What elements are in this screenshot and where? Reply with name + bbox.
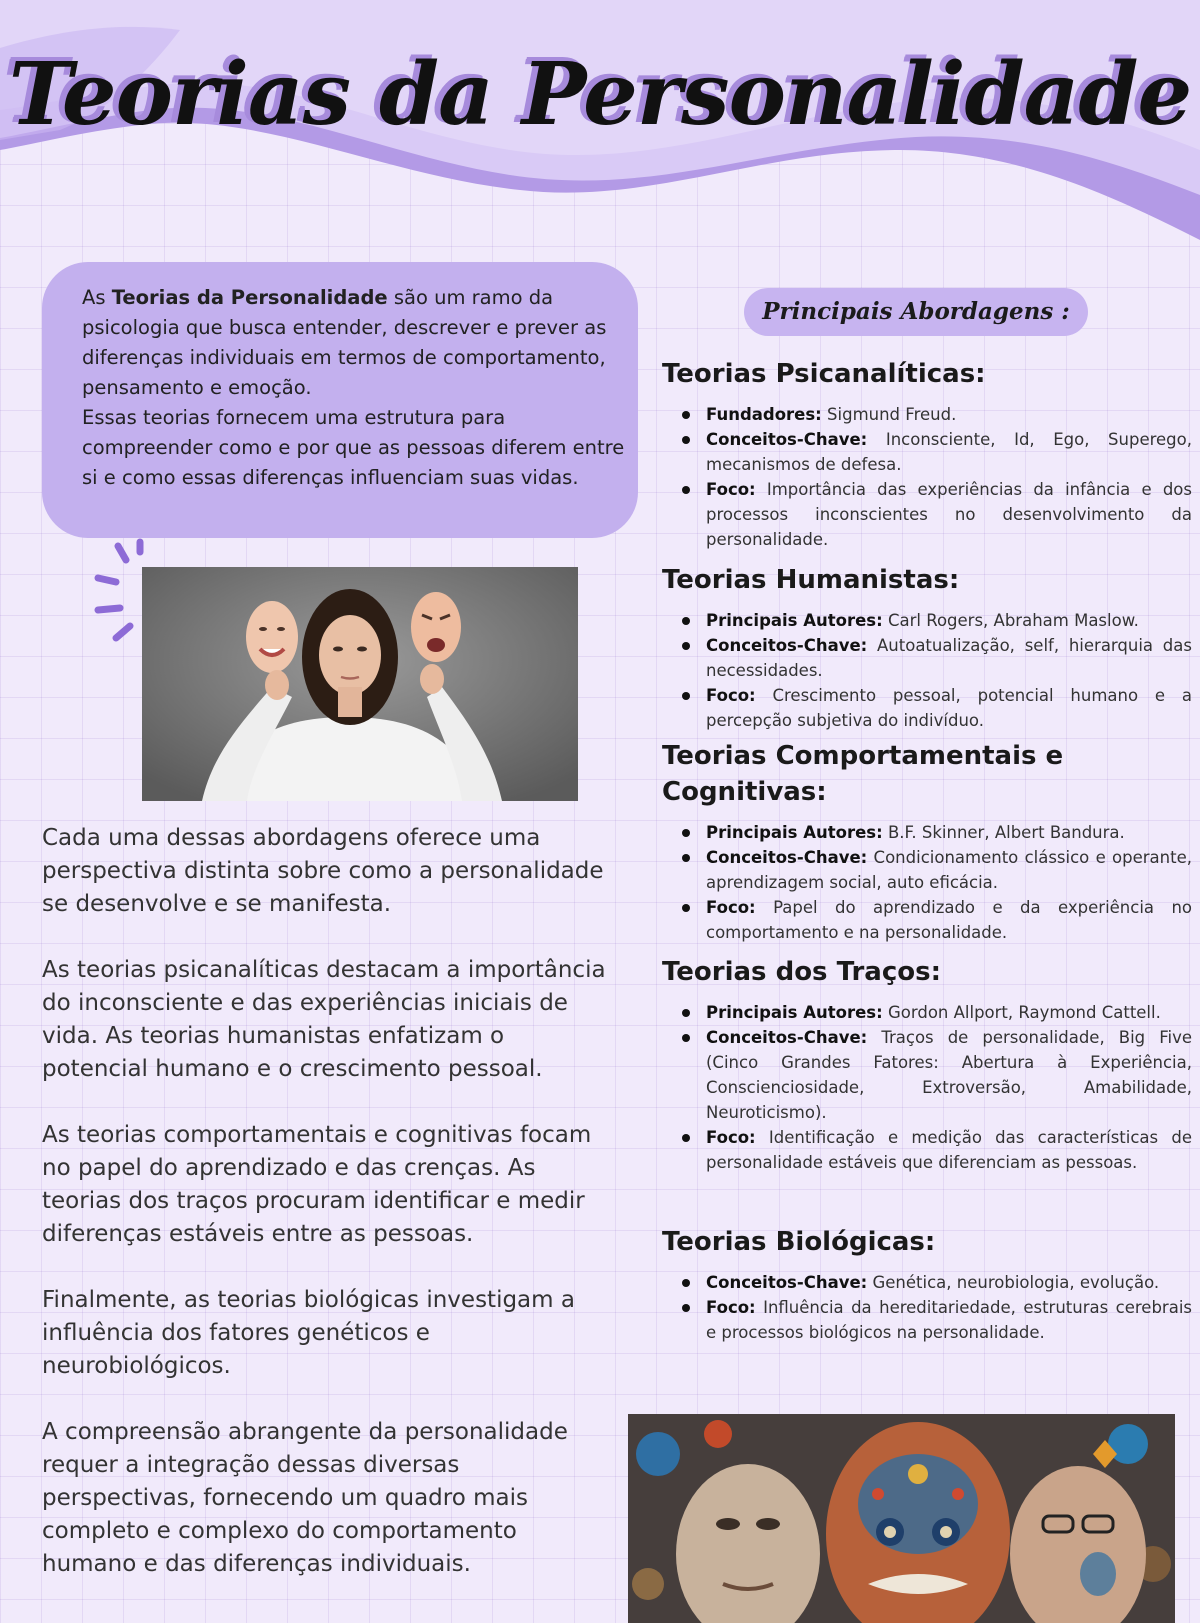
list-item: Foco: Importância das experiências da infância e dos processos inconscientes no desenvolvimento da personalidade. (706, 477, 1192, 552)
section-title: Teorias dos Traços: (662, 957, 941, 987)
section-title: Teorias Psicanalíticas: (662, 359, 986, 389)
intro-bold-term: Teorias da Personalidade (111, 286, 388, 309)
list-item: Conceitos-Chave: Condicionamento clássico e operante, aprendizagem social, auto eficácia. (706, 845, 1192, 895)
list-item: Conceitos-Chave: Autoatualização, self, hierarquia das necessidades. (706, 633, 1192, 683)
body-paragraph: As teorias comportamentais e cognitivas focam no papel do aprendizado e das crenças. As teorias dos traços procuram identificar e medir diferenças estáveis entre as pessoas. (42, 1122, 592, 1247)
spark-decoration (92, 538, 148, 648)
list-item: Principais Autores: Carl Rogers, Abraham Maslow. (706, 608, 1192, 633)
list-item: Principais Autores: Gordon Allport, Raymond Cattell. (706, 1000, 1192, 1025)
section-humanist (662, 562, 1192, 733)
intro-post: são um ramo da psicologia que busca entender, descrever e prever as diferenças individuais em termos de comportamento, pensamento e emoção. (82, 286, 607, 399)
section-title: Teorias Comportamentais e Cognitivas: (662, 741, 1064, 807)
bullet-list (662, 820, 1192, 945)
list-item: Foco: Influência da hereditariedade, estruturas cerebrais e processos biológicos na personalidade. (706, 1295, 1192, 1345)
body-paragraph: As teorias psicanalíticas destacam a importância do inconsciente e das experiências iniciais de vida. As teorias humanistas enfatizam o potencial humano e o crescimento pessoal. (42, 957, 606, 1082)
list-item: Principais Autores: B.F. Skinner, Albert Bandura. (706, 820, 1192, 845)
list-item: Conceitos-Chave: Genética, neurobiologia, evolução. (706, 1270, 1192, 1295)
intro-second: Essas teorias fornecem uma estrutura para compreender como e por que as pessoas diferem entre si e como essas diferenças influenciam suas vidas. (82, 406, 625, 489)
body-text (42, 822, 612, 1614)
section-psychoanalytic (662, 356, 1192, 552)
list-item: Foco: Papel do aprendizado e da experiência no comportamento e na personalidade. (706, 895, 1192, 945)
masks-photo (142, 567, 578, 801)
list-item: Conceitos-Chave: Traços de personalidade, Big Five (Cinco Grandes Fatores: Abertura à Experiência, Conscienciosidade, Extroversão, Amabilidade, Neuroticismo). (706, 1025, 1192, 1125)
approaches-heading: Principais Abordagens : (744, 288, 1088, 336)
list-item: Foco: Crescimento pessoal, potencial humano e a percepção subjetiva do indivíduo. (706, 683, 1192, 733)
section-biological (662, 1224, 1192, 1345)
list-item: Fundadores: Sigmund Freud. (706, 402, 1192, 427)
bullet-list (662, 402, 1192, 552)
list-item: Conceitos-Chave: Inconsciente, Id, Ego, Superego, mecanismos de defesa. (706, 427, 1192, 477)
body-paragraph: Cada uma dessas abordagens oferece uma perspectiva distinta sobre como a personalidade se desenvolve e se manifesta. (42, 825, 604, 917)
bullet-list (662, 608, 1192, 733)
list-item: Foco: Identificação e medição das características de personalidade estáveis que diferenciam as pessoas. (706, 1125, 1192, 1175)
bullet-list (662, 1000, 1192, 1175)
intro-pre: As (82, 286, 112, 309)
body-paragraph: A compreensão abrangente da personalidade requer a integração dessas diversas perspectivas, fornecendo um quadro mais completo e complexo do comportamento humano e das diferenças individuais. (42, 1419, 568, 1577)
body-paragraph: Finalmente, as teorias biológicas investigam a influência dos fatores genéticos e neurobiológicos. (42, 1287, 575, 1379)
faces-artwork (628, 1414, 1175, 1623)
section-behavioral (662, 738, 1192, 945)
intro-text (82, 283, 638, 493)
bullet-list (662, 1270, 1192, 1345)
section-title: Teorias Biológicas: (662, 1227, 936, 1257)
section-traits (662, 954, 1192, 1175)
page-title: Teorias da Personalidade (8, 44, 1192, 145)
section-title: Teorias Humanistas: (662, 565, 960, 595)
